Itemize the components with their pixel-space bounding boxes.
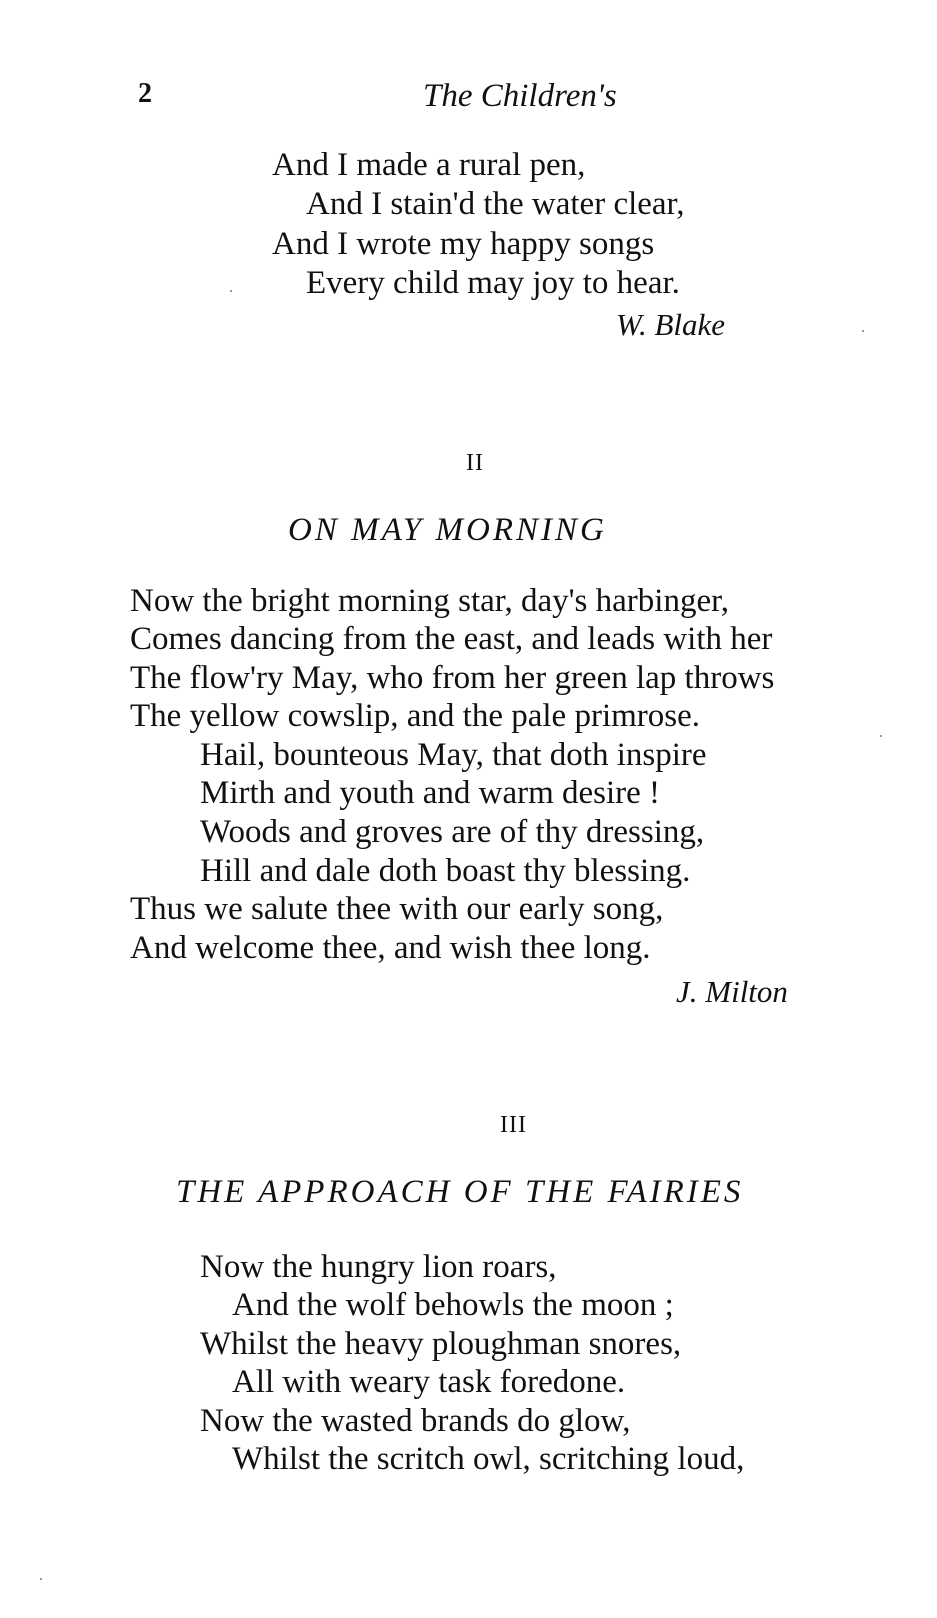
poem-line: And I made a rural pen,	[272, 147, 586, 183]
poem-author: J. Milton	[676, 974, 788, 1009]
scan-speck	[230, 290, 232, 292]
poem-line: And I stain'd the water clear,	[306, 186, 685, 222]
poem-line: Now the bright morning star, day's harbinger,	[130, 583, 730, 619]
poem-line: Whilst the scritch owl, scritching loud,	[232, 1441, 745, 1477]
poem-author: W. Blake	[616, 307, 726, 342]
poem-line: Hail, bounteous May, that doth inspire	[200, 737, 707, 773]
poem-line: And the wolf behowls the moon ;	[232, 1287, 674, 1323]
section-title: THE APPROACH OF THE FAIRIES	[176, 1174, 744, 1210]
poem-line: The flow'ry May, who from her green lap throws	[130, 660, 775, 696]
poem-line: Now the hungry lion roars,	[200, 1249, 557, 1285]
poem-line: Whilst the heavy ploughman snores,	[200, 1326, 682, 1362]
section-number: III	[500, 1112, 527, 1138]
page-number: 2	[138, 78, 152, 109]
poem-line: Woods and groves are of thy dressing,	[200, 814, 705, 850]
poem-line: Every child may joy to hear.	[306, 265, 680, 301]
poem-line: Thus we salute thee with our early song,	[130, 891, 664, 927]
scan-speck	[862, 330, 864, 332]
poem-line: All with weary task foredone.	[232, 1364, 626, 1400]
section-title: ON MAY MORNING	[288, 512, 607, 548]
poem-line: And I wrote my happy songs	[272, 226, 655, 262]
scan-speck	[880, 735, 882, 737]
section-number: II	[466, 450, 484, 476]
running-title: The Children's	[423, 78, 617, 114]
poem-line: Comes dancing from the east, and leads with her	[130, 621, 773, 657]
poem-line: Now the wasted brands do glow,	[200, 1403, 631, 1439]
poem-line: And welcome thee, and wish thee long.	[130, 930, 651, 966]
poem-line: The yellow cowslip, and the pale primrose.	[130, 698, 701, 734]
poem-line: Hill and dale doth boast thy blessing.	[200, 853, 691, 889]
scan-speck	[40, 1578, 42, 1580]
poem-line: Mirth and youth and warm desire !	[200, 775, 661, 811]
